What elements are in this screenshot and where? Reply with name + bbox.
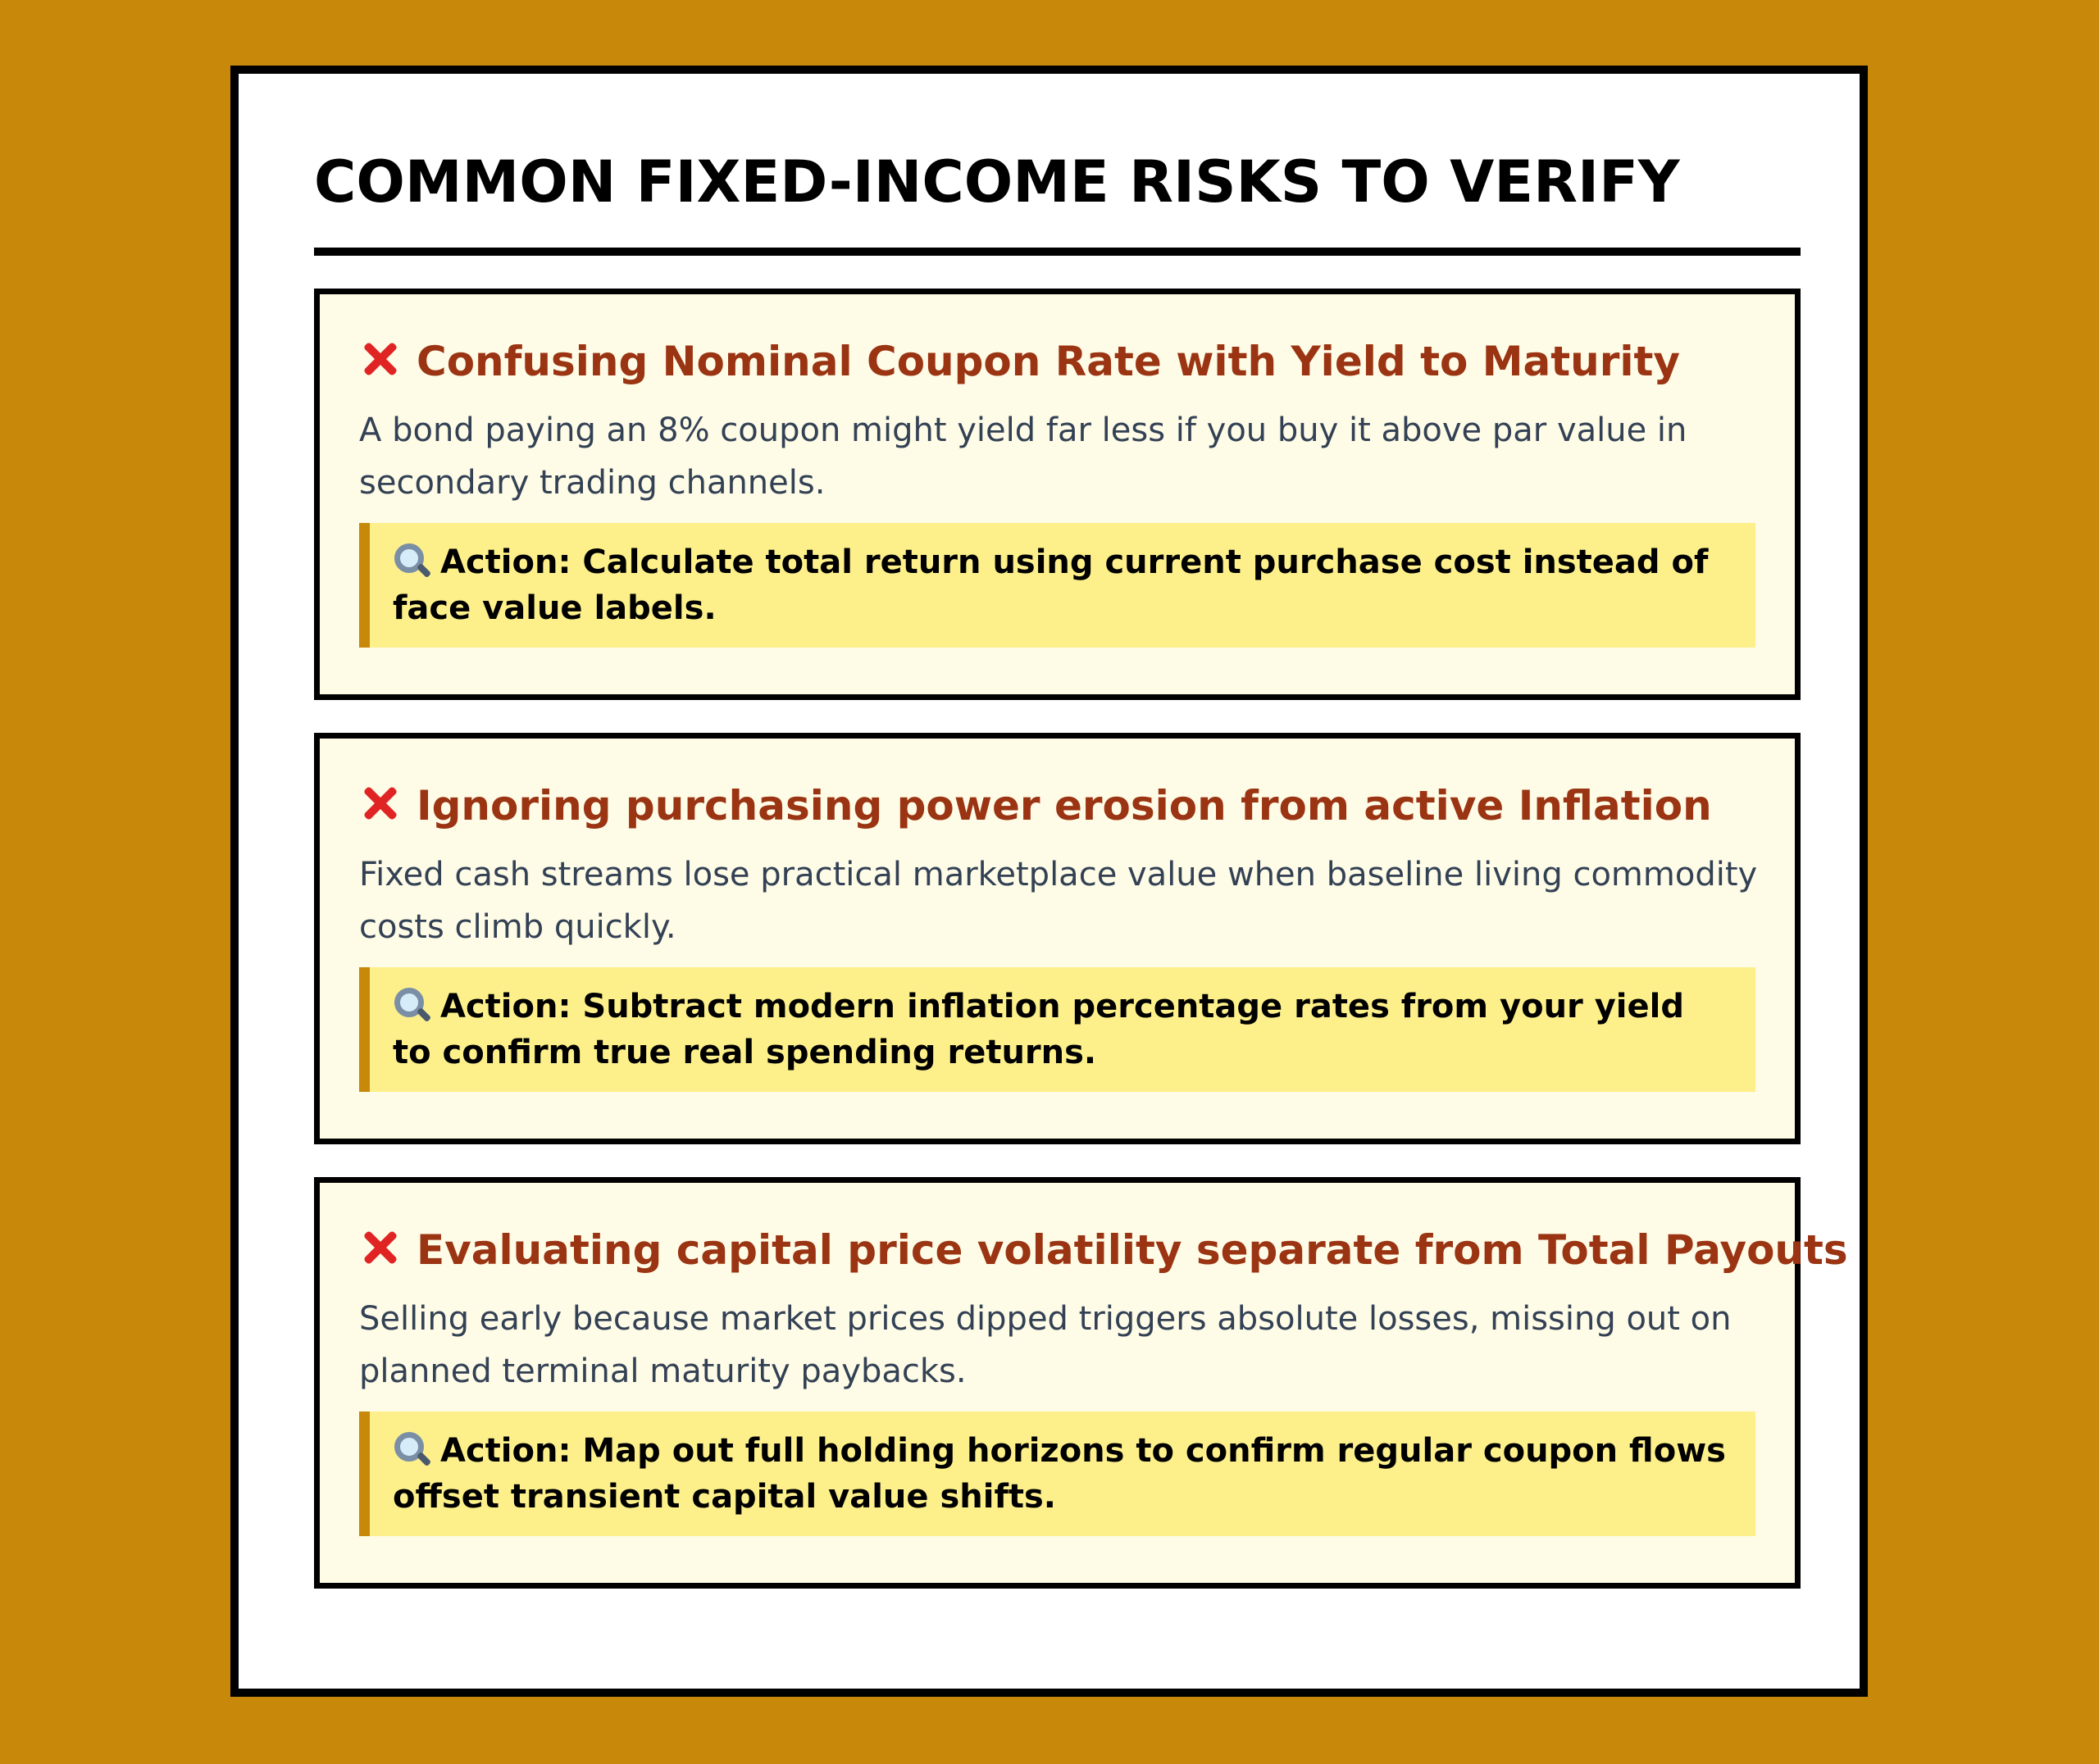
risk-panel: [230, 66, 1868, 1697]
magnifier-icon: [393, 1430, 434, 1466]
action-callout-text: Action: Subtract modern inflation percentage rates from your yield to confirm true real spending returns.: [393, 988, 1684, 1071]
magnifier-icon: [393, 542, 434, 578]
risk-card-description: A bond paying an 8% coupon might yield far less if you buy it above par value in secondary trading channels.: [359, 411, 1687, 502]
risk-card-inflation: [314, 733, 1801, 1144]
action-callout: [359, 523, 1755, 648]
risk-card-price-volatility: [314, 1177, 1848, 1589]
risk-card-coupon-vs-yield: [314, 289, 1801, 700]
x-icon: [359, 782, 402, 825]
action-callout: [359, 1412, 1755, 1536]
risk-card-heading-text: Confusing Nominal Coupon Rate with Yield to Maturity: [417, 338, 1681, 385]
magnifier-icon: [393, 986, 434, 1022]
action-callout: [359, 967, 1755, 1092]
risk-card-heading: [359, 1225, 1848, 1275]
action-callout-text: Action: Calculate total return using current purchase cost instead of face value labels.: [393, 543, 1709, 627]
risk-card-description: Selling early because market prices dipped triggers absolute losses, missing out on planned terminal maturity paybacks.: [359, 1300, 1732, 1390]
risk-card-heading-text: Ignoring purchasing power erosion from active Inflation: [417, 782, 1712, 830]
page-title: COMMON FIXED-INCOME RISKS TO VERIFY: [314, 148, 1680, 216]
risk-card-description: Fixed cash streams lose practical marketplace value when baseline living commodity costs climb quickly.: [359, 856, 1758, 946]
title-divider: [314, 248, 1801, 256]
x-icon: [359, 338, 402, 380]
risk-card-heading-text: Evaluating capital price volatility separate from Total Payouts: [417, 1226, 1848, 1274]
risk-card-heading: [359, 337, 1680, 386]
action-callout-text: Action: Map out full holding horizons to confirm regular coupon flows offset transient capital value shifts.: [393, 1432, 1726, 1516]
risk-card-heading: [359, 781, 1712, 830]
x-icon: [359, 1226, 402, 1269]
